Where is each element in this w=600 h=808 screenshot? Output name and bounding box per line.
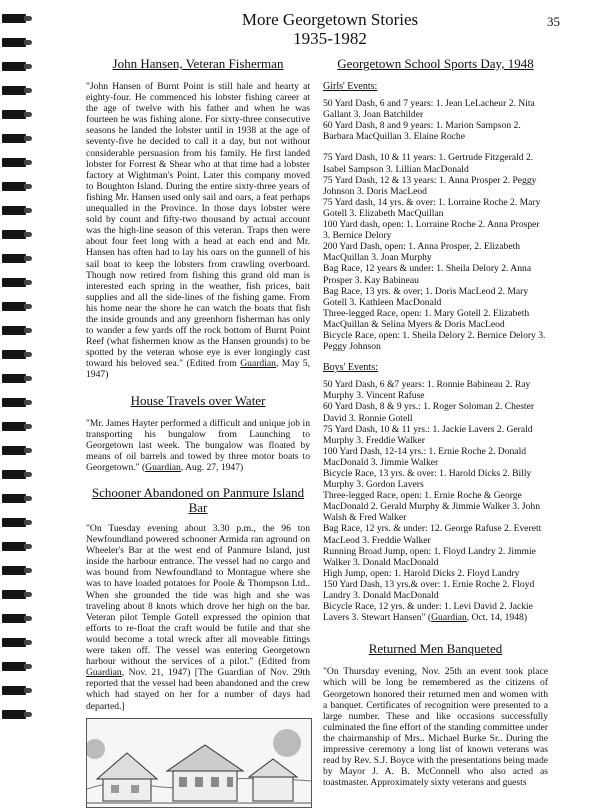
binding-coil xyxy=(2,422,26,431)
binding-coil xyxy=(2,566,26,575)
binding-coil xyxy=(2,206,26,215)
binding-coil xyxy=(2,470,26,479)
schooner-title: Schooner Abandoned on Panmure Island Bar xyxy=(91,485,305,515)
event-result: 75 Yard Dash, 12 & 13 years: 1. Anna Prosper 2. Peggy Johnson 3. Doris MacLeod xyxy=(323,174,537,197)
event-result: 75 Yard Dash, 10 & 11 yrs.: 1. Jackie Lavers 2. Gerald Murphy 3. Freddie Walker xyxy=(323,423,533,446)
binding-coil xyxy=(2,134,26,143)
binding-coil xyxy=(2,158,26,167)
event-result: Bag Race, 13 yrs. & over; 1. Doris MacLeod 2. Mary Gotell 3. Kathleen MacDonald xyxy=(323,285,529,308)
event-result: Bag Race, 12 years & under: 1. Sheila Delory 2. Anna Prosper 3. Kay Babineau xyxy=(323,263,532,286)
event-result: 100 Yard Dash, 12-14 yrs.: 1. Ernie Roche 2. Donald MacDonald 3. Jimmie Walker xyxy=(323,445,527,468)
binding-coil xyxy=(2,86,26,95)
binding-coil xyxy=(2,638,26,647)
binding-coil xyxy=(2,38,26,47)
event-result: Bag Race, 12 yrs. & under: 12. George Rafuse 2. Everett MacLeod 3. Freddie Walker xyxy=(323,523,542,546)
house-title: House Travels over Water xyxy=(130,392,266,408)
binding-coil xyxy=(2,254,26,263)
event-result: Bicycle Race, 13 yrs. & over: 1. Harold Dicks 2. Billy Murphy 3. Gordon Lavers xyxy=(323,468,532,491)
binding-coil xyxy=(2,62,26,71)
event-result: 60 Yard Dash, 8 & 9 yrs.: 1. Roger Soloman 2. Chester David 3. Ronnie Gotell xyxy=(323,401,535,424)
event-result: 100 Yard dash, open: 1. Lorraine Roche 2. Anna Prosper 3. Bernice Delory xyxy=(323,219,540,242)
binding-coil xyxy=(2,350,26,359)
page-title: More Georgetown Stories xyxy=(241,10,419,29)
village-sketch-illustration xyxy=(86,718,312,808)
binding-coil xyxy=(2,686,26,695)
binding-coil xyxy=(2,662,26,671)
fisherman-title: John Hansen, Veteran Fisherman xyxy=(112,56,284,71)
binding-coil xyxy=(2,302,26,311)
binding-coil xyxy=(2,374,26,383)
event-result: Three-legged Race, open: 1. Mary Gotell 2. Elizabeth MacQuillan & Selina Myers & Doris MacLeod xyxy=(323,307,530,330)
banquet-article: "On Thursday evening, Nov. 25th an event took place which will be long be remembered as the citizens of Georgetown honored their returned men and women with a banquet. Certificates of recognition were presented to a large number. These and like occasions successfully culminated the fine effort of the standing committee under the chairmanship of Mrs.. Michael Burke Sr.. During the impressive ceremony a long list of known veterans was read by Rev. S.J. Boyce with the presentations being made by Mayor J. A. B. McConnell who also acted as toastmaster. Approximately sixty veterans and guests xyxy=(323,666,548,789)
event-result: 50 Yard Dash, 6 &7 years: 1. Ronnie Babineau 2. Ray Murphy 3. Vincent Rafuse xyxy=(323,379,531,402)
binding-coil xyxy=(2,110,26,119)
binding-coil xyxy=(2,398,26,407)
page-number: 35 xyxy=(547,14,560,29)
girls-events-group-2 xyxy=(323,152,548,352)
binding-coil xyxy=(2,446,26,455)
boys-events-heading: Boys' Events: xyxy=(323,362,378,374)
binding-coil xyxy=(2,494,26,503)
event-result: 75 Yard Dash, 10 & 11 years: 1. Gertrude Fitzgerald 2. Isabel Sampson 3. Lillian MacDonald xyxy=(323,152,534,175)
event-result-final: Bicycle Race, 12 yrs. & under: 1. Levi David 2. Jackie Lavers 3. Stewart Hansen" (Guardian, Oct. 14, 1948) xyxy=(323,601,533,624)
binding-coil xyxy=(2,614,26,623)
spiral-binding xyxy=(0,0,26,740)
house-article: "Mr. James Hayter performed a difficult and unique job in transporting his bungalow from Launching to Georgetown last week. The bungalow was floated by means of oil barrels and towed by three motor boats to Georgetown." (Guardian, Aug. 27, 1947) xyxy=(86,417,310,473)
event-result: Three-legged Race, open: 1. Ernie Roche & George MacDonald 2. Gerald Murphy & Jimmie Walker 3. John Walsh & Fred Walker xyxy=(323,490,541,524)
binding-coil xyxy=(2,278,26,287)
banquet-title: Returned Men Banqueted xyxy=(368,641,503,657)
event-result: Bicycle Race, open: 1. Sheila Delory 2. Bernice Delory 3. Peggy Johnson xyxy=(323,329,546,353)
event-result: Running Broad Jump, open: 1. Floyd Landry 2. Jimmie Walker 3. Donald MacDonald xyxy=(323,545,536,568)
binding-coil xyxy=(2,542,26,551)
girls-events-heading: Girls' Events: xyxy=(323,81,378,92)
left-column xyxy=(86,56,310,808)
binding-coil xyxy=(2,326,26,335)
binding-coil xyxy=(2,590,26,599)
event-result: 150 Yard Dash, 13 yrs.& over: 1. Ernie Roche 2. Floyd Landry 3. Donald MacDonald xyxy=(323,578,535,602)
binding-coil xyxy=(2,182,26,191)
event-result: 50 Yard Dash, 6 and 7 years: 1. Jean LeLacheur 2. Nita Gallant 3. Joan Batchilder xyxy=(323,98,535,121)
page-header xyxy=(210,10,450,48)
boys-events xyxy=(323,379,548,623)
page-subtitle: 1935-1982 xyxy=(293,29,367,48)
event-result: 60 Yard Dash, 8 and 9 years: 1. Marion Sampson 2. Barbara MacQuillan 3. Elaine Roche xyxy=(323,120,521,143)
schooner-article: "On Tuesday evening about 3.30 p.m., the 96 ton Newfoundland powered schooner Armida ran aground on Wheeler's Bar at the west end of Panmure Island, just inside the harbour entrance. The vessel had no cargo and was bound from Newfoundland to Montague where she was to have loaded potatoes for Poole & Thompson Ltd.. When she grounded the tide was high and she was traveling about 8 knots which drove her high on the bar. Veteran pilot Temple Gotell expressed the opinion that efforts to re-float the craft would be futile and that she would become a total wreck after all moveable fittings were taken off. The vessel was entering Georgetown harbour without the services of a pilot." (Edited from Guardian, Nov. 21, 1947) [The Guardian of Nov. 29th reported that the vessel had been abandoned and the crew which had stayed on her for a number of days had departed.] xyxy=(86,523,310,712)
sports-title: Georgetown School Sports Day, 1948 xyxy=(337,56,534,71)
binding-coil xyxy=(2,14,26,23)
girls-events-group-1 xyxy=(323,98,548,142)
fisherman-article: "John Hansen of Burnt Point is still hale and hearty at eighty-four. He commenced his lobster fishing career at the age of twelve with his father and when he was fourteen he was fishing alone. For sixty-three consecutive seasons he landed the lobster until in 1938 at the age of seventy-five he decided to call it a day, but not without considerable persuasion from his family. He first landed lobster for Forrest & Shear who at that time had a lobster factory at Wightman's Point. Later this company moved to Boughton Island. During the entire sixty-three years of fishing Mr. Hansen used only sail and oars, a feat perhaps unequalled in the Province. In those days lobster were sold by count and fifty-two thousand by actual account was the high-line season of this veteran. Traps then were about four feet long with a head at each end and Mr. Hansen has often had to lay his oars on the gunnell of his sail boat to keep the lobsters from crawling overboard. Though now retired from fishing this grand old man is interested each spring in the weather, fish prices, bait supplies and all the side-lines of the fishing game. From his home near the shore he can watch the boats that fish the inside grounds and any greenhorn fisherman has only to wander a few yards off the rock bottom of Burnt Point Reef (what fishermen know as the Hansen grounds) to be spotted by the veteran whose eye is ever longingly cast toward his beloved sea." (Edited from Guardian, May 5, 1947) xyxy=(86,81,310,381)
event-result: 75 Yard dash, 14 yrs. & over: 1. Lorraine Roche 2. Mary Gotell 3. Elizabeth MacQuillan xyxy=(323,196,541,219)
event-result: 200 Yard Dash, open: 1. Anna Prosper, 2. Elizabeth MacQuillan 3. Joan Murphy xyxy=(323,241,521,264)
binding-coil xyxy=(2,230,26,239)
binding-coil xyxy=(2,518,26,527)
binding-coil xyxy=(2,710,26,719)
right-column xyxy=(323,56,548,788)
event-result: High Jump, open: 1. Harold Dicks 2. Floyd Landry xyxy=(323,567,520,579)
